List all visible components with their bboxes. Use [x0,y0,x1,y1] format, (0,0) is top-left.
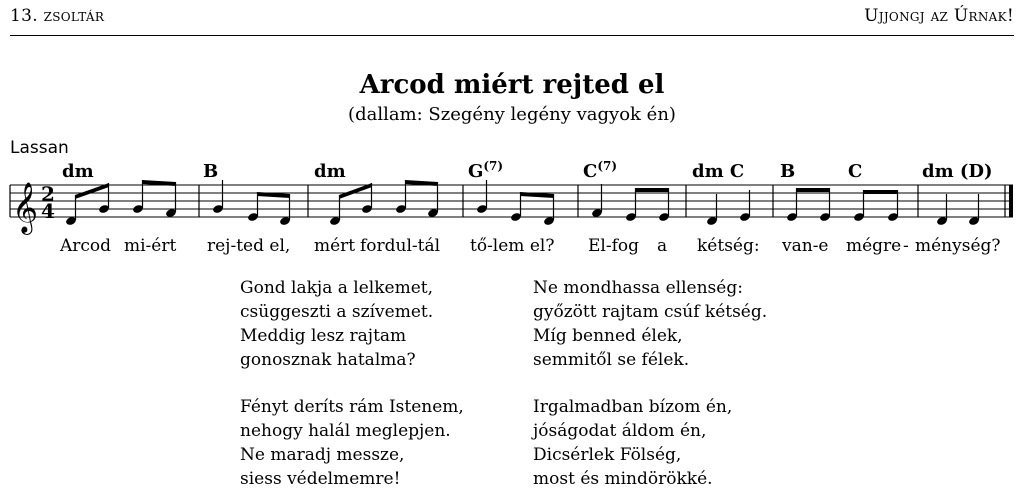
verse-block [533,276,767,372]
lyric-syllable: El-fog [588,236,639,256]
verse-line: Meddig lesz rajtam [240,326,407,346]
lyric-syllable: tő-lem el? [470,236,555,256]
lyric-syllable: mért [314,236,356,256]
verse-block [240,276,433,372]
chord-symbol: dm C [692,161,745,182]
lyric-syllable: re [883,236,902,256]
verse-line: nehogy halál meglepjen. [240,421,451,441]
verse-line: csüggeszti a szívemet. [240,302,434,322]
verse-line: siess védelmemre! [240,469,401,489]
verse-block [533,395,732,491]
lyric-syllable: - [903,236,909,256]
running-header-left: 13. zsoltár [10,6,105,26]
lyric-syllable: a [657,236,668,256]
chord-symbol: dm [62,161,94,182]
chord-symbol: B [203,161,219,182]
header-rule [10,35,1014,36]
verse-line: Irgalmadban bízom én, [533,397,733,417]
tempo-marking: Lassan [10,138,69,158]
verse-line: Gond lakja a lelkemet, [240,278,433,298]
verse-line: Dicsérlek Fölség, [533,445,682,465]
verse-line: Fényt deríts rám Istenem, [240,397,464,417]
time-sig-top: 2 [41,182,55,206]
chord-symbol: $C^{(7)}$ [583,159,618,182]
lyric-syllable: mi-ért [124,236,177,256]
song-title: Arcod miért rejted el [359,70,665,100]
lyric-syllable: fordul-tál [360,236,441,256]
chord-symbol: B [780,161,796,182]
verse-line: győzött rajtam csúf kétség. [533,302,768,322]
verse-line: Míg benned élek, [533,326,683,346]
lyric-syllable: még [846,236,884,256]
chord-symbol: $G^{(7)}$ [468,159,504,182]
running-header-right: Ujjongj az Úrnak! [864,6,1014,26]
lyric-syllable: van-e [782,236,829,256]
chord-symbol: dm [314,161,346,182]
verse-line: most és mindörökké. [533,469,713,489]
verse-line: Ne maradj messze, [240,445,405,465]
chord-symbol: C [848,161,863,182]
verse-line: jóságodat áldom én, [533,421,707,441]
lyric-syllable: ménység? [915,236,1001,256]
time-sig-bottom: 4 [41,199,55,223]
verse-block [240,395,464,491]
treble-clef-icon: 𝄞 [12,182,39,233]
music-staff [0,150,1024,240]
song-subtitle: (dallam: Szegény legény vagyok én) [348,104,676,125]
verse-line: Ne mondhassa ellenség: [533,278,743,298]
lyric-syllable: rej-ted el, [207,236,291,256]
lyric-syllable: kétség: [697,236,760,256]
lyric-syllable: Arcod [60,236,112,256]
verse-line: semmitől se félek. [533,350,690,370]
verse-line: gonosznak hatalma? [240,350,416,370]
chord-symbol: dm (D) [922,161,993,182]
